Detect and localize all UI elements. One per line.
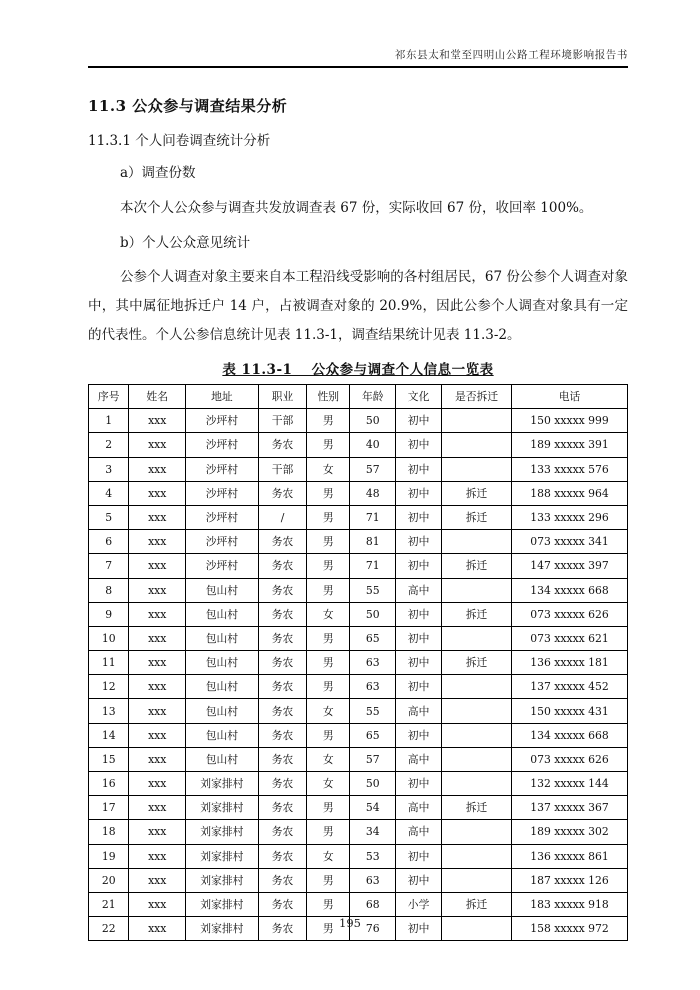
table-cell: xxx — [129, 481, 186, 505]
table-cell: 包山村 — [186, 651, 259, 675]
table-cell: 男 — [307, 723, 350, 747]
column-header: 姓名 — [129, 385, 186, 409]
table-cell: 65 — [350, 723, 396, 747]
table-cell: 男 — [307, 626, 350, 650]
table-row — [89, 723, 628, 747]
table-cell: 务农 — [258, 433, 307, 457]
table-cell: 初中 — [396, 457, 442, 481]
column-header: 序号 — [89, 385, 129, 409]
table-cell: 初中 — [396, 409, 442, 433]
table-cell: 初中 — [396, 868, 442, 892]
table-cell: 132 xxxxx 144 — [512, 772, 628, 796]
table-cell: 男 — [307, 892, 350, 916]
table-row — [89, 675, 628, 699]
table-cell: 初中 — [396, 626, 442, 650]
table-cell: 刘家排村 — [186, 772, 259, 796]
table-cell: 务农 — [258, 747, 307, 771]
table-cell: xxx — [129, 699, 186, 723]
table-cell: 男 — [307, 433, 350, 457]
table-cell: 务农 — [258, 723, 307, 747]
table-cell: 包山村 — [186, 699, 259, 723]
table-cell: 初中 — [396, 917, 442, 941]
table-cell: 务农 — [258, 602, 307, 626]
table-cell: 16 — [89, 772, 129, 796]
table-cell: 3 — [89, 457, 129, 481]
table-cell: 50 — [350, 602, 396, 626]
table-cell: xxx — [129, 530, 186, 554]
subsection-heading-11-3-1: 11.3.1 个人问卷调查统计分析 — [88, 133, 271, 149]
table-cell: 4 — [89, 481, 129, 505]
table-cell: 刘家排村 — [186, 892, 259, 916]
table-cell: 147 xxxxx 397 — [512, 554, 628, 578]
table-cell: 高中 — [396, 578, 442, 602]
table-cell: 女 — [307, 457, 350, 481]
table-cell: 150 xxxxx 999 — [512, 409, 628, 433]
table-cell: / — [258, 505, 307, 529]
table-cell: 14 — [89, 723, 129, 747]
table-cell: 包山村 — [186, 602, 259, 626]
column-header: 性别 — [307, 385, 350, 409]
table-cell: 男 — [307, 578, 350, 602]
table-cell: 务农 — [258, 796, 307, 820]
table-cell: 136 xxxxx 181 — [512, 651, 628, 675]
table-cell: 拆迁 — [442, 602, 512, 626]
table-row — [89, 530, 628, 554]
table-cell: 6 — [89, 530, 129, 554]
table-cell: 沙坪村 — [186, 554, 259, 578]
table-row — [89, 409, 628, 433]
table-cell: xxx — [129, 505, 186, 529]
table-cell: 刘家排村 — [186, 844, 259, 868]
table-cell — [442, 530, 512, 554]
table-cell: 高中 — [396, 747, 442, 771]
column-header: 职业 — [258, 385, 307, 409]
table-row — [89, 481, 628, 505]
table-cell: 包山村 — [186, 723, 259, 747]
table-cell: 小学 — [396, 892, 442, 916]
table-row — [89, 699, 628, 723]
table-row — [89, 626, 628, 650]
table-cell: 沙坪村 — [186, 505, 259, 529]
table-cell: 2 — [89, 433, 129, 457]
table-cell: 初中 — [396, 602, 442, 626]
table-cell: 拆迁 — [442, 554, 512, 578]
table-row — [89, 651, 628, 675]
section-heading-11-3: 11.3 公众参与调查结果分析 — [88, 97, 288, 115]
table-cell: 务农 — [258, 917, 307, 941]
table-cell: 073 xxxxx 626 — [512, 602, 628, 626]
column-header: 地址 — [186, 385, 259, 409]
table-cell: 63 — [350, 651, 396, 675]
table-cell: 男 — [307, 675, 350, 699]
table-cell: xxx — [129, 626, 186, 650]
table-cell: 沙坪村 — [186, 409, 259, 433]
paragraph-survey-count: 本次个人公众参与调查共发放调查表 67 份，实际收回 67 份，收回率 100%。 — [120, 200, 593, 216]
table-cell: 务农 — [258, 699, 307, 723]
table-cell: 54 — [350, 796, 396, 820]
table-cell: xxx — [129, 602, 186, 626]
table-cell: 男 — [307, 796, 350, 820]
table-cell: xxx — [129, 578, 186, 602]
table-cell — [442, 772, 512, 796]
table-cell: 13 — [89, 699, 129, 723]
table-cell: 073 xxxxx 341 — [512, 530, 628, 554]
table-cell — [442, 723, 512, 747]
table-cell: 高中 — [396, 796, 442, 820]
table-cell: 50 — [350, 772, 396, 796]
table-caption-text: 表 11.3-1 公众参与调查个人信息一览表 — [222, 362, 494, 378]
table-cell: 干部 — [258, 409, 307, 433]
table-cell: 拆迁 — [442, 651, 512, 675]
table-cell: 务农 — [258, 868, 307, 892]
table-row — [89, 505, 628, 529]
table-cell — [442, 578, 512, 602]
table-cell: 沙坪村 — [186, 457, 259, 481]
table-cell: 81 — [350, 530, 396, 554]
table-cell: 150 xxxxx 431 — [512, 699, 628, 723]
table-cell: 初中 — [396, 723, 442, 747]
table-row — [89, 457, 628, 481]
table-row — [89, 747, 628, 771]
table-cell: 18 — [89, 820, 129, 844]
table-cell: 55 — [350, 699, 396, 723]
table-cell: 男 — [307, 917, 350, 941]
page-content — [88, 0, 628, 941]
table-cell: 073 xxxxx 621 — [512, 626, 628, 650]
table-cell: xxx — [129, 796, 186, 820]
table-cell: 5 — [89, 505, 129, 529]
table-cell: xxx — [129, 409, 186, 433]
table-header-row — [89, 385, 628, 409]
table-cell: 男 — [307, 530, 350, 554]
table-row — [89, 796, 628, 820]
table-cell: 137 xxxxx 367 — [512, 796, 628, 820]
table-cell: 初中 — [396, 675, 442, 699]
table-cell: 71 — [350, 505, 396, 529]
table-cell: 务农 — [258, 481, 307, 505]
table-cell: 女 — [307, 602, 350, 626]
table-row — [89, 433, 628, 457]
table-cell: 55 — [350, 578, 396, 602]
table-cell: 沙坪村 — [186, 481, 259, 505]
table-row — [89, 868, 628, 892]
table-cell: 8 — [89, 578, 129, 602]
list-item-a: a）调查份数 — [120, 165, 196, 181]
table-cell: 包山村 — [186, 675, 259, 699]
table-row — [89, 820, 628, 844]
table-cell: 63 — [350, 868, 396, 892]
table-cell: xxx — [129, 844, 186, 868]
table-cell: 19 — [89, 844, 129, 868]
table-cell: 76 — [350, 917, 396, 941]
table-cell: 53 — [350, 844, 396, 868]
table-cell: 包山村 — [186, 626, 259, 650]
table-cell: 134 xxxxx 668 — [512, 578, 628, 602]
table-cell: 133 xxxxx 576 — [512, 457, 628, 481]
table-cell — [442, 844, 512, 868]
table-cell: 拆迁 — [442, 796, 512, 820]
table-cell: 133 xxxxx 296 — [512, 505, 628, 529]
table-cell: xxx — [129, 675, 186, 699]
table-cell: 初中 — [396, 530, 442, 554]
table-cell: 50 — [350, 409, 396, 433]
table-cell: 务农 — [258, 554, 307, 578]
table-cell: 包山村 — [186, 578, 259, 602]
table-row — [89, 602, 628, 626]
table-cell: xxx — [129, 651, 186, 675]
table-cell: 188 xxxxx 964 — [512, 481, 628, 505]
table-cell: 刘家排村 — [186, 917, 259, 941]
list-item-b: b）个人公众意见统计 — [120, 235, 251, 251]
table-cell: 初中 — [396, 772, 442, 796]
table-cell — [442, 747, 512, 771]
table-cell — [442, 675, 512, 699]
table-cell: xxx — [129, 723, 186, 747]
table-cell: 40 — [350, 433, 396, 457]
table-cell: 沙坪村 — [186, 530, 259, 554]
table-cell: xxx — [129, 820, 186, 844]
table-cell: 拆迁 — [442, 505, 512, 529]
table-cell: 务农 — [258, 820, 307, 844]
table-cell: 57 — [350, 457, 396, 481]
table-cell: 女 — [307, 844, 350, 868]
table-cell — [442, 409, 512, 433]
table-cell: 初中 — [396, 505, 442, 529]
table-cell: 187 xxxxx 126 — [512, 868, 628, 892]
table-cell: 女 — [307, 772, 350, 796]
table-cell — [442, 699, 512, 723]
table-cell — [442, 433, 512, 457]
table-cell: 22 — [89, 917, 129, 941]
table-cell: 34 — [350, 820, 396, 844]
table-cell: 63 — [350, 675, 396, 699]
table-cell: xxx — [129, 747, 186, 771]
table-cell: 务农 — [258, 772, 307, 796]
table-cell: 男 — [307, 651, 350, 675]
table-cell: 务农 — [258, 626, 307, 650]
table-cell: 男 — [307, 481, 350, 505]
table-cell: 10 — [89, 626, 129, 650]
table-row — [89, 772, 628, 796]
table-cell: 刘家排村 — [186, 820, 259, 844]
table-caption — [88, 358, 628, 378]
table-cell: 1 — [89, 409, 129, 433]
table-cell: xxx — [129, 433, 186, 457]
table-cell: 务农 — [258, 675, 307, 699]
table-cell: 务农 — [258, 844, 307, 868]
table-cell: 刘家排村 — [186, 868, 259, 892]
table-cell: 务农 — [258, 651, 307, 675]
table-cell: 11 — [89, 651, 129, 675]
table-cell: 高中 — [396, 699, 442, 723]
table-cell: 初中 — [396, 481, 442, 505]
table-cell: 初中 — [396, 554, 442, 578]
table-cell — [442, 457, 512, 481]
table-cell: 务农 — [258, 578, 307, 602]
table-cell: 183 xxxxx 918 — [512, 892, 628, 916]
table-body — [89, 409, 628, 941]
table-cell: 干部 — [258, 457, 307, 481]
table-cell: 拆迁 — [442, 481, 512, 505]
table-cell: 17 — [89, 796, 129, 820]
table-cell: 48 — [350, 481, 396, 505]
table-row — [89, 578, 628, 602]
table-cell: 68 — [350, 892, 396, 916]
table-row — [89, 554, 628, 578]
table-cell: 男 — [307, 868, 350, 892]
table-cell: 7 — [89, 554, 129, 578]
table-cell: 158 xxxxx 972 — [512, 917, 628, 941]
table-cell: 拆迁 — [442, 892, 512, 916]
column-header: 文化 — [396, 385, 442, 409]
table-cell: xxx — [129, 868, 186, 892]
table-cell: 137 xxxxx 452 — [512, 675, 628, 699]
table-row — [89, 844, 628, 868]
table-cell: xxx — [129, 772, 186, 796]
table-cell: 沙坪村 — [186, 433, 259, 457]
table-cell: xxx — [129, 457, 186, 481]
column-header: 年龄 — [350, 385, 396, 409]
table-cell: 15 — [89, 747, 129, 771]
table-cell: 12 — [89, 675, 129, 699]
table-cell: 136 xxxxx 861 — [512, 844, 628, 868]
table-cell: 男 — [307, 554, 350, 578]
paragraph-survey-respondents: 公参个人调查对象主要来自本工程沿线受影响的各村组居民，67 份公参个人调查对象中，其中属征地拆迁户 14 户，占被调查对象的 20.9%，因此公参个人调查对象具有一定的代表性。个人公参信息统计见表 11.3-1，调查结果统计见表 11.3-2。 — [88, 269, 628, 343]
table-cell: 刘家排村 — [186, 796, 259, 820]
table-cell: xxx — [129, 917, 186, 941]
table-cell: 073 xxxxx 626 — [512, 747, 628, 771]
table-cell: 初中 — [396, 844, 442, 868]
table-cell: xxx — [129, 554, 186, 578]
table-cell: 高中 — [396, 820, 442, 844]
column-header: 电话 — [512, 385, 628, 409]
table-cell — [442, 626, 512, 650]
table-cell: 女 — [307, 747, 350, 771]
table-row — [89, 892, 628, 916]
table-cell: 初中 — [396, 651, 442, 675]
page-number: 195 — [339, 916, 361, 930]
table-cell: 包山村 — [186, 747, 259, 771]
table-cell: 20 — [89, 868, 129, 892]
table-cell: 务农 — [258, 892, 307, 916]
survey-info-table — [88, 384, 628, 941]
table-cell: 71 — [350, 554, 396, 578]
table-cell: 男 — [307, 409, 350, 433]
table-cell: 65 — [350, 626, 396, 650]
table-cell: 189 xxxxx 391 — [512, 433, 628, 457]
table-cell: 21 — [89, 892, 129, 916]
table-cell: xxx — [129, 892, 186, 916]
table-cell: 57 — [350, 747, 396, 771]
table-cell: 189 xxxxx 302 — [512, 820, 628, 844]
column-header: 是否拆迁 — [442, 385, 512, 409]
running-header: 祁东县太和堂至四明山公路工程环境影响报告书 — [88, 0, 628, 68]
table-cell: 9 — [89, 602, 129, 626]
table-cell: 务农 — [258, 530, 307, 554]
table-cell — [442, 868, 512, 892]
table-cell: 134 xxxxx 668 — [512, 723, 628, 747]
table-cell: 男 — [307, 505, 350, 529]
table-cell: 女 — [307, 699, 350, 723]
table-cell — [442, 820, 512, 844]
table-cell: 初中 — [396, 433, 442, 457]
table-cell: 男 — [307, 820, 350, 844]
